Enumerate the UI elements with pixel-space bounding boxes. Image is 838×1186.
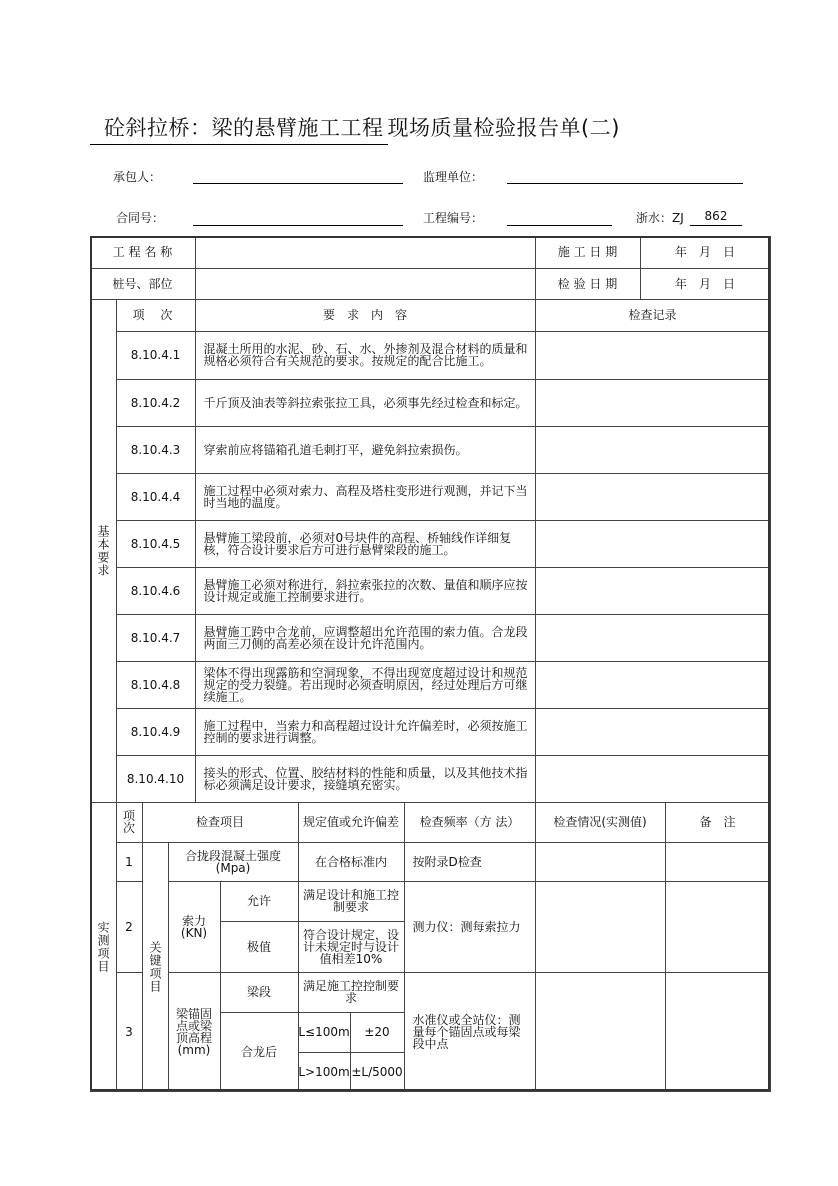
r2-result[interactable] xyxy=(535,881,666,973)
r3-result[interactable] xyxy=(535,972,666,1092)
basic-row-no: 8.10.4.2 xyxy=(116,379,196,427)
station-value[interactable] xyxy=(195,268,536,300)
basic-row-text: 混凝土所用的水泥、砂、石、水、外掺剂及混合材料的质量和规格必须符合有关规范的要求。按规定的配合比施工。 xyxy=(195,331,536,380)
form-no: 862 xyxy=(690,209,742,226)
basic-row-record[interactable] xyxy=(535,520,771,568)
project-name-value[interactable] xyxy=(195,236,536,269)
r3-val1: ±20 xyxy=(350,1012,405,1053)
key-items-label: 关键项目 xyxy=(142,842,169,1092)
r3-item: 梁锚固点或梁顶高程(mm) xyxy=(168,972,221,1092)
r1-result[interactable] xyxy=(535,842,666,882)
project-no-field[interactable] xyxy=(507,225,612,226)
r3-no: 3 xyxy=(116,972,143,1092)
r1-freq: 按附录D检查 xyxy=(404,842,536,882)
measured-col-item: 检查项目 xyxy=(142,802,299,843)
r2-spec1: 满足设计和施工控制要求 xyxy=(298,881,405,922)
r2-sub2: 极值 xyxy=(220,921,299,973)
r3-sub1: 梁段 xyxy=(220,972,299,1013)
basic-row-record[interactable] xyxy=(535,614,771,662)
measured-col-spec: 规定值或允许偏差 xyxy=(298,802,405,843)
basic-row-no: 8.10.4.1 xyxy=(116,331,196,380)
basic-row-record[interactable] xyxy=(535,755,771,803)
r1-item: 合拢段混凝土强度(Mpa) xyxy=(168,842,299,882)
contractor-label: 承包人： xyxy=(113,170,162,184)
basic-row-text: 接头的形式、位置、胶结材料的性能和质量，以及其他技术指标必须满足设计要求，接缝填充密实。 xyxy=(195,755,536,803)
r3-cond1: L≤100m xyxy=(298,1012,351,1053)
r2-freq: 测力仪：测每索拉力 xyxy=(404,881,536,973)
inspection-date-label: 检 验 日 期 xyxy=(535,268,641,300)
construction-date-value[interactable]: 年 月 日 xyxy=(640,236,771,269)
basic-row-record[interactable] xyxy=(535,379,771,427)
basic-row-record[interactable] xyxy=(535,473,771,521)
title-form: 现场质量检验报告单(二) xyxy=(387,116,620,140)
inspection-date-value[interactable]: 年 月 日 xyxy=(640,268,771,300)
project-no-label: 工程编号： xyxy=(423,211,484,225)
r3-spec1: 满足施工控控制要求 xyxy=(298,972,405,1013)
contract-no-label: 合同号： xyxy=(116,211,165,225)
basic-row-no: 8.10.4.3 xyxy=(116,426,196,474)
r2-no: 2 xyxy=(116,881,143,973)
r2-sub1: 允许 xyxy=(220,881,299,922)
measured-section-label: 实测项目 xyxy=(90,802,117,1092)
r3-remark[interactable] xyxy=(665,972,771,1092)
basic-row-no: 8.10.4.10 xyxy=(116,755,196,803)
basic-row-record[interactable] xyxy=(535,567,771,615)
form-no-prefix: 浙水：ZJ xyxy=(636,211,684,225)
basic-row-record[interactable] xyxy=(535,331,771,380)
r1-no: 1 xyxy=(116,842,143,882)
r3-sub2: 合龙后 xyxy=(220,1012,299,1092)
basic-col-content: 要 求 内 容 xyxy=(195,299,536,332)
basic-row-no: 8.10.4.8 xyxy=(116,661,196,709)
r3-val2: ±L/5000 xyxy=(350,1052,405,1092)
supervisor-label: 监理单位： xyxy=(423,170,484,184)
basic-row-text: 施工过程中必须对索力、高程及塔柱变形进行观测，并记下当时当地的温度。 xyxy=(195,473,536,521)
r2-item: 索力(KN) xyxy=(168,881,221,973)
title-project: 砼斜拉桥：梁的悬臂施工工程 xyxy=(90,112,388,145)
contractor-field[interactable] xyxy=(193,183,403,184)
basic-row-text: 悬臂施工必须对称进行，斜拉索张拉的次数、量值和顺序应按设计规定或施工控制要求进行。 xyxy=(195,567,536,615)
r2-remark[interactable] xyxy=(665,881,771,973)
measured-col-no: 项次 xyxy=(116,802,143,843)
basic-row-text: 悬臂施工梁段前，必须对0号块件的高程、桥轴线作详细复核，符合设计要求后方可进行悬臂梁段的施工。 xyxy=(195,520,536,568)
basic-row-text: 千斤顶及油表等斜拉索张拉工具，必须事先经过检查和标定。 xyxy=(195,379,536,427)
basic-col-item: 项 次 xyxy=(116,299,196,332)
basic-row-record[interactable] xyxy=(535,426,771,474)
basic-row-text: 穿索前应将锚箱孔道毛刺打平，避免斜拉索损伤。 xyxy=(195,426,536,474)
page-title xyxy=(90,112,790,145)
contract-no-field[interactable] xyxy=(193,225,403,226)
measured-col-result: 检查情况(实测值) xyxy=(535,802,666,843)
basic-row-no: 8.10.4.9 xyxy=(116,708,196,756)
supervisor-field[interactable] xyxy=(507,183,743,184)
basic-row-no: 8.10.4.4 xyxy=(116,473,196,521)
basic-row-no: 8.10.4.6 xyxy=(116,567,196,615)
station-label: 桩号、部位 xyxy=(90,268,196,300)
measured-col-freq: 检查频率（方 法） xyxy=(404,802,536,843)
basic-row-no: 8.10.4.5 xyxy=(116,520,196,568)
basic-section-label: 基本要求 xyxy=(90,299,117,803)
basic-col-record: 检查记录 xyxy=(535,299,771,332)
project-name-label: 工 程 名 称 xyxy=(90,236,196,269)
construction-date-label: 施 工 日 期 xyxy=(535,236,641,269)
basic-row-record[interactable] xyxy=(535,708,771,756)
r2-spec2: 符合设计规定，设计未规定时与设计值相差10% xyxy=(298,921,405,973)
r1-spec: 在合格标准内 xyxy=(298,842,405,882)
basic-row-no: 8.10.4.7 xyxy=(116,614,196,662)
r3-freq: 水准仪或全站仪：测量每个锚固点或每梁段中点 xyxy=(404,972,536,1092)
basic-row-text: 施工过程中，当索力和高程超过设计允许偏差时，必须按施工控制的要求进行调整。 xyxy=(195,708,536,756)
r1-remark[interactable] xyxy=(665,842,771,882)
r3-cond2: L>100m xyxy=(298,1052,351,1092)
basic-row-record[interactable] xyxy=(535,661,771,709)
basic-row-text: 梁体不得出现露筋和空洞现象，不得出现宽度超过设计和规范规定的受力裂缝。若出现时必须查明原因，经过处理后方可继续施工。 xyxy=(195,661,536,709)
basic-row-text: 悬臂施工跨中合龙前，应调整超出允许范围的索力值。合龙段两面三刀侧的高差必须在设计允许范围内。 xyxy=(195,614,536,662)
measured-col-remark: 备 注 xyxy=(665,802,771,843)
